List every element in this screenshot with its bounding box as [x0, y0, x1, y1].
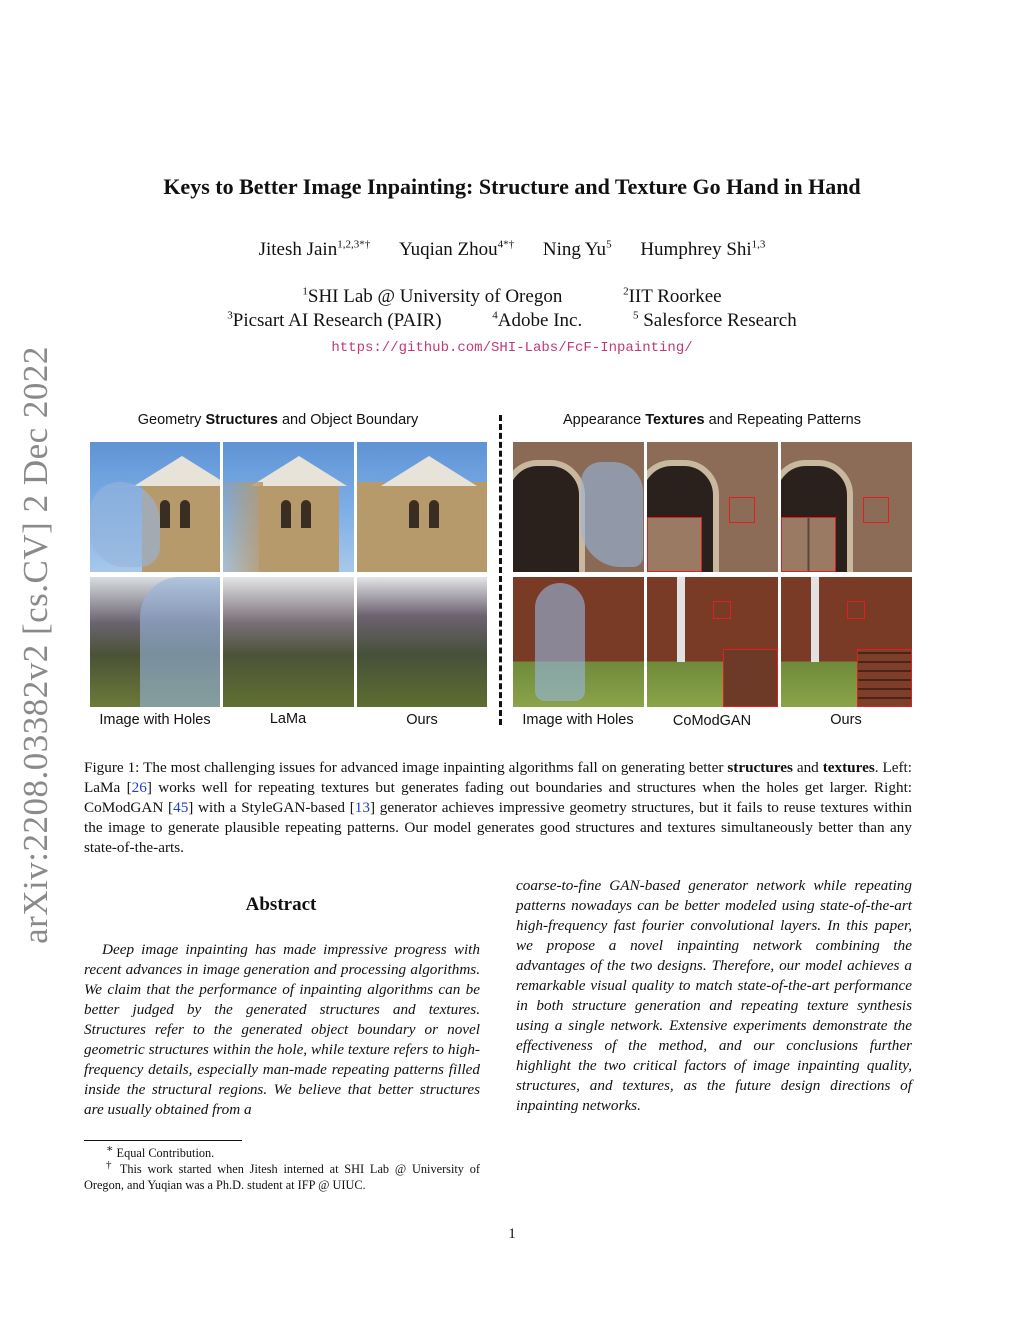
- author: Humphrey Shi$^{1,3}$: [640, 238, 766, 260]
- project-url-text[interactable]: https://github.com/SHI-Labs/FcF-Inpainting/: [331, 340, 693, 356]
- footnote-affiliation-note: † This work started when Jitesh interned at SHI Lab @ University of Oregon, and Yuqian was a Ph.D. student at IFP @ UIUC.: [84, 1158, 480, 1192]
- author-list: [0, 239, 1024, 261]
- figure-right-header: Appearance Textures and Repeating Patterns: [563, 412, 861, 428]
- arxiv-stamp: [6, 346, 66, 944]
- affiliation: $^3$Picsart AI Research (PAIR): [227, 309, 442, 331]
- wall-comodgan-result: [647, 442, 778, 572]
- affiliations-line-1: [0, 286, 1024, 308]
- church-lama-result: [223, 442, 354, 572]
- citation-link[interactable]: 26: [131, 779, 147, 796]
- mountain-ours-result: [357, 577, 487, 707]
- figure-label: Ours: [406, 712, 438, 728]
- page-number: 1: [508, 1226, 516, 1242]
- mountain-lama-result: [223, 577, 354, 707]
- affiliation: $^1$SHI Lab @ University of Oregon: [302, 285, 563, 307]
- footnote-equal-contribution: ∗ Equal Contribution.: [106, 1142, 215, 1160]
- brick-comodgan-result: [647, 577, 778, 707]
- citation-link[interactable]: 45: [173, 799, 189, 816]
- abstract-left-column: Deep image inpainting has made impressive progress with recent advances in image generation and processing algorithms. We claim that the performance of inpainting algorithms can be better judged by the generated structures and textures. Structures refer to the generated object boundary or novel geometric structures within the hole, while texture refers to high-frequency details, especially man-made repeating patterns filled inside the structural regions. We believe that better structures are usually obtained from a: [84, 941, 480, 1118]
- author: Jitesh Jain$^{1,2,3*\dagger}$: [258, 238, 371, 260]
- figure-caption: Figure 1: The most challenging issues for advanced image inpainting algorithms fall on generating better structures and textures. Left: LaMa [26] works well for repeating textures but generates fading out boundaries and structures when the holes get larger. Right: CoModGAN [45] with a StyleGAN-based [13] generator achieves impressive geometry structures, but it fails to reuse textures within the image to generate plausible repeating patterns. Our model generates good structures and textures simultaneously better than any state-of-the-arts.: [84, 759, 913, 856]
- figure-divider: [499, 415, 502, 725]
- footnote-rule: [84, 1140, 242, 1141]
- brick-ours-result: [781, 577, 912, 707]
- figure-label: Ours: [830, 712, 862, 728]
- author: Ning Yu$^5$: [542, 238, 612, 260]
- mountain-image-with-holes: [90, 577, 220, 707]
- church-ours-result: [357, 442, 487, 572]
- affiliation: $^5$ Salesforce Research: [632, 309, 797, 331]
- brick-image-with-holes: [513, 577, 644, 707]
- figure-label: Image with Holes: [522, 712, 634, 728]
- arxiv-id: arXiv:2208.03382v2 [cs.CV] 2 Dec 2022: [16, 346, 55, 944]
- figure-label: LaMa: [269, 711, 307, 727]
- church-image-with-holes: [90, 442, 220, 572]
- paper-title: Keys to Better Image Inpainting: Structure and Texture Go Hand in Hand: [163, 174, 861, 199]
- figure-label: CoModGAN: [672, 713, 752, 729]
- figure-label: Image with Holes: [99, 712, 211, 728]
- project-url[interactable]: [0, 340, 1024, 356]
- wall-ours-result: [781, 442, 912, 572]
- abstract-heading: Abstract: [245, 894, 317, 915]
- citation-link[interactable]: 13: [354, 799, 370, 816]
- affiliations-line-2: [0, 310, 1024, 332]
- author: Yuqian Zhou$^{4*\dagger}$: [398, 238, 515, 260]
- affiliation: $^2$IIT Roorkee: [623, 285, 722, 307]
- figure-left-header: Geometry Structures and Object Boundary: [137, 412, 419, 428]
- abstract-right-column: coarse-to-fine GAN-based generator network while repeating patterns nowadays can be better modeled using state-of-the-art high-frequency fast fourier convolutional layers. In this paper, we propose a novel inpainting network combining the advantages of the two designs. Therefore, our model achieves a remarkable visual quality to match state-of-the-art performance in both structure generation and repeating texture synthesis using a single network. Extensive experiments demonstrate the effectiveness of the method, and our conclusions further highlight the two critical factors of image inpainting quality, structures, and textures, as the future design directions of inpainting networks.: [516, 877, 912, 1114]
- wall-image-with-holes: [513, 442, 644, 572]
- affiliation: $^4$Adobe Inc.: [492, 309, 583, 331]
